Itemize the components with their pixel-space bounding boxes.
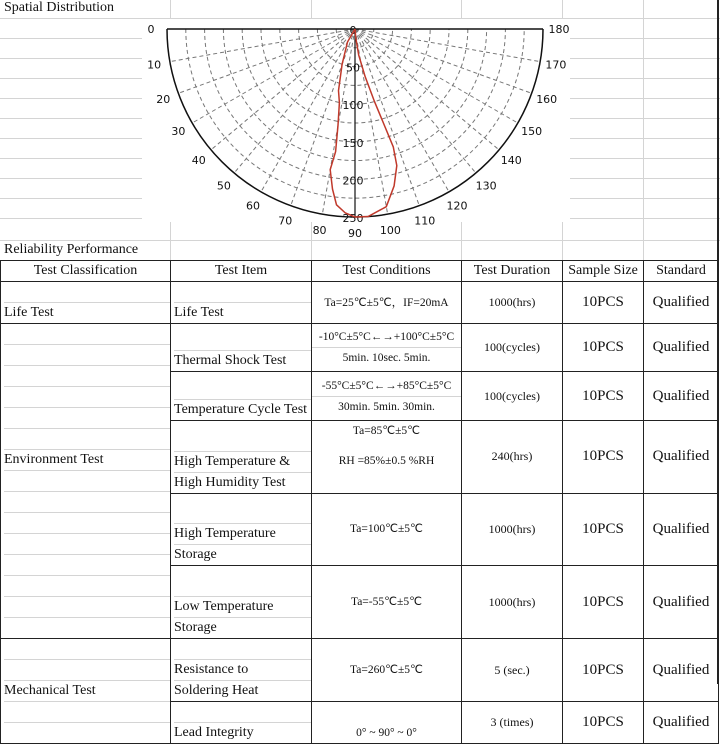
svg-text:130: 130 xyxy=(475,179,497,193)
test-item-cell: Temperature Cycle Test xyxy=(171,372,312,420)
test-duration-cell: 1000(hrs) xyxy=(462,566,563,639)
test-conditions-cell: -10°C±5°C←→+100°C±5°C 5min. 10sec. 5min. xyxy=(312,324,462,372)
test-duration-cell: 1000(hrs) xyxy=(462,493,563,566)
sample-size-cell: 10PCS xyxy=(563,702,644,744)
svg-text:90: 90 xyxy=(348,227,362,240)
sample-size-cell: 10PCS xyxy=(563,566,644,639)
classification-cell-mechanical: Mechanical Test xyxy=(1,639,171,744)
test-duration-cell: 100(cycles) xyxy=(462,372,563,420)
standard-cell: Qualified xyxy=(644,702,719,744)
svg-text:80: 80 xyxy=(312,223,327,237)
svg-text:100: 100 xyxy=(379,223,401,237)
test-item-cell: Lead Integrity xyxy=(171,702,312,744)
svg-text:0: 0 xyxy=(349,24,357,37)
svg-text:100: 100 xyxy=(342,99,364,113)
test-item-cell: High Temperature & High Humidity Test xyxy=(171,420,312,493)
test-item-cell: Life Test xyxy=(171,282,312,324)
reliability-table xyxy=(0,260,719,744)
svg-text:170: 170 xyxy=(545,58,567,72)
test-conditions-cell: -55°C±5°C←→+85°C±5°C 30min. 5min. 30min. xyxy=(312,372,462,420)
svg-text:140: 140 xyxy=(500,154,522,168)
gridline xyxy=(0,240,720,241)
test-conditions-cell: Ta=-55℃±5℃ xyxy=(312,566,462,639)
svg-text:70: 70 xyxy=(278,214,293,228)
classification-cell-environment: Environment Test xyxy=(1,324,171,639)
standard-cell: Qualified xyxy=(644,493,719,566)
svg-text:120: 120 xyxy=(446,199,468,213)
svg-text:0: 0 xyxy=(147,23,155,36)
svg-text:150: 150 xyxy=(521,125,543,138)
standard-cell: Qualified xyxy=(644,282,719,324)
test-item-cell: Low Temperature Storage xyxy=(171,566,312,639)
header-sample-size: Sample Size xyxy=(563,261,644,282)
test-conditions-cell: Ta=85℃±5℃ RH =85%±0.5 %RH xyxy=(312,420,462,493)
sample-size-cell: 10PCS xyxy=(563,493,644,566)
sample-size-cell: 10PCS xyxy=(563,282,644,324)
classification-cell: Life Test xyxy=(1,282,171,324)
sample-size-cell: 10PCS xyxy=(563,639,644,702)
svg-text:50: 50 xyxy=(346,61,360,75)
svg-text:40: 40 xyxy=(191,154,206,168)
svg-text:50: 50 xyxy=(216,179,231,193)
test-item-cell: Resistance to Soldering Heat xyxy=(171,639,312,702)
header-test-duration: Test Duration xyxy=(462,261,563,282)
test-conditions-cell: Ta=25℃±5℃，IF=20mA xyxy=(312,282,462,324)
svg-text:250: 250 xyxy=(342,212,364,225)
sample-size-cell: 10PCS xyxy=(563,420,644,493)
test-conditions-cell: 0° ~ 90° ~ 0° xyxy=(312,702,462,744)
svg-text:10: 10 xyxy=(147,58,162,72)
svg-text:160: 160 xyxy=(536,92,558,106)
table-header-row xyxy=(1,261,719,282)
header-standard: Standard xyxy=(644,261,719,282)
svg-text:180: 180 xyxy=(548,23,570,36)
test-conditions-cell: Ta=100℃±5℃ xyxy=(312,493,462,566)
test-item-cell: High Temperature Storage xyxy=(171,493,312,566)
test-conditions-cell: Ta=260℃±5℃ xyxy=(312,639,462,702)
polar-chart xyxy=(0,0,720,240)
svg-text:150: 150 xyxy=(342,136,364,150)
sample-size-cell: 10PCS xyxy=(563,372,644,420)
header-test-classification: Test Classification xyxy=(1,261,171,282)
reliability-performance-title: Reliability Performance xyxy=(4,242,139,257)
test-duration-cell: 3 (times) xyxy=(462,702,563,744)
test-item-cell: Thermal Shock Test xyxy=(171,324,312,372)
standard-cell: Qualified xyxy=(644,639,719,702)
test-duration-cell: 5 (sec.) xyxy=(462,639,563,702)
standard-cell: Qualified xyxy=(644,420,719,493)
table-row xyxy=(1,639,719,702)
svg-text:60: 60 xyxy=(246,199,260,213)
standard-cell: Qualified xyxy=(644,372,719,420)
svg-text:200: 200 xyxy=(342,174,364,188)
svg-text:110: 110 xyxy=(414,214,436,228)
standard-cell: Qualified xyxy=(644,324,719,372)
header-test-conditions: Test Conditions xyxy=(312,261,462,282)
svg-text:30: 30 xyxy=(171,125,186,138)
test-duration-cell: 240(hrs) xyxy=(462,420,563,493)
svg-text:20: 20 xyxy=(156,92,171,106)
standard-cell: Qualified xyxy=(644,566,719,639)
spatial-distribution-title: Spatial Distribution xyxy=(4,0,115,15)
table-row xyxy=(1,282,719,324)
test-duration-cell: 1000(hrs) xyxy=(462,282,563,324)
header-test-item: Test Item xyxy=(171,261,312,282)
sample-size-cell: 10PCS xyxy=(563,324,644,372)
test-duration-cell: 100(cycles) xyxy=(462,324,563,372)
table-row xyxy=(1,324,719,372)
